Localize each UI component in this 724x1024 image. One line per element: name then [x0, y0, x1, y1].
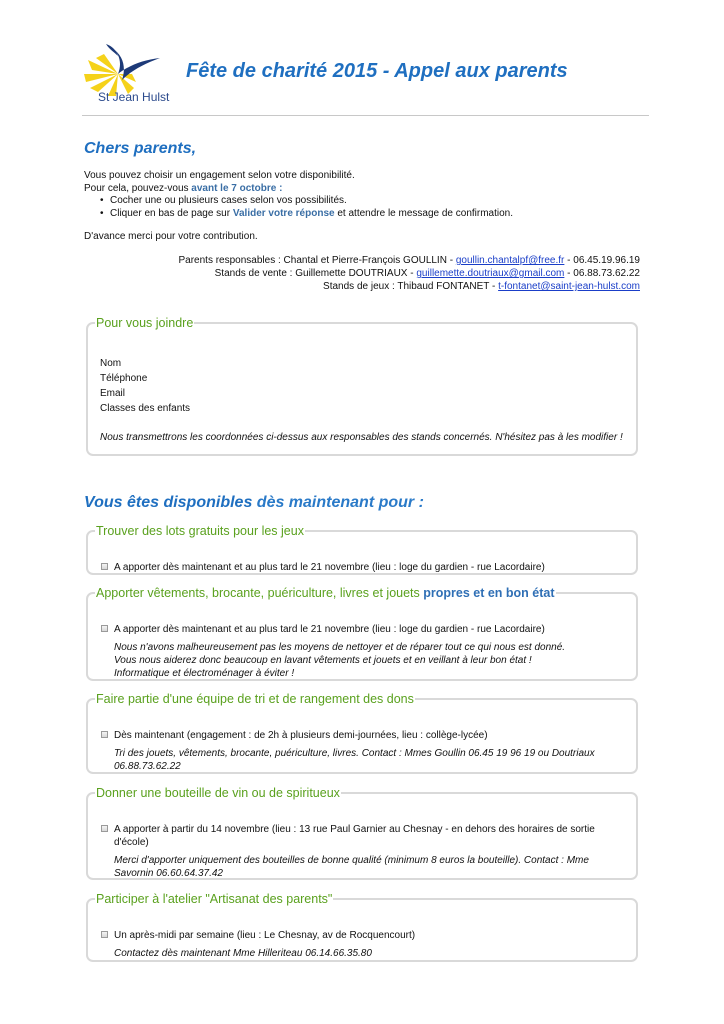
instruction-suffix: et attendre le message de confirmation.	[334, 207, 514, 219]
name-field[interactable]: Nom	[100, 358, 122, 369]
fieldset-legend: Faire partie d'une équipe de tri et de rangement des dons	[96, 692, 414, 706]
thanks-line: D'avance merci pour votre contribution.	[84, 231, 258, 242]
contact-row	[84, 254, 640, 267]
intro-line: Vous pouvez choisir un engagement selon votre disponibilité.	[84, 170, 355, 181]
contact-label: Parents responsables : Chantal et Pierre-François GOULLIN -	[178, 255, 456, 266]
note-line: Nous n'avons malheureusement pas les moyens de nettoyer et de réparer tout ce qui nous est donné.	[114, 642, 566, 653]
contact-info-fieldset	[86, 316, 638, 456]
section-body	[100, 561, 624, 574]
option-label: A apporter à partir du 14 novembre (lieu : 13 rue Paul Garnier au Chesnay - en dehors des horaires de sortie d'école)	[114, 824, 595, 848]
section-wine	[86, 786, 638, 880]
phone-field[interactable]: Téléphone	[100, 373, 148, 384]
instruction-prefix: Cliquer en bas de page sur	[110, 207, 233, 219]
fieldset-legend: Trouver des lots gratuits pour les jeux	[96, 524, 304, 538]
children-classes-field[interactable]: Classes des enfants	[100, 403, 191, 414]
section-donations	[86, 586, 638, 681]
contact-row	[84, 267, 640, 280]
section-body	[100, 623, 624, 680]
section-body	[100, 823, 624, 880]
option-note: Merci d'apporter uniquement des bouteilles de bonne qualité (minimum 8 euros la bouteille). Contact : Mme Savornin 06.60.64.37.42	[114, 855, 589, 879]
contact-fields	[100, 356, 624, 444]
fieldset-legend: Pour vous joindre	[96, 316, 194, 330]
contact-row	[84, 280, 640, 293]
logo-text: St Jean Hulst	[98, 90, 170, 104]
section-sorting-team	[86, 692, 638, 774]
option-label: Dès maintenant (engagement : de 2h à plusieurs demi-journées, lieu : collège-lycée)	[114, 730, 488, 741]
page-title: Fête de charité 2015 - Appel aux parents	[186, 60, 568, 82]
availability-heading	[84, 494, 424, 512]
contact-phone: - 06.45.19.96.19	[564, 255, 640, 266]
checkbox[interactable]	[101, 731, 108, 738]
contact-email-link[interactable]: guillemette.doutriaux@gmail.com	[416, 268, 565, 279]
option-row[interactable]	[100, 623, 624, 636]
option-row[interactable]	[100, 729, 624, 742]
fieldset-legend: Donner une bouteille de vin ou de spiritueux	[96, 786, 340, 800]
availability-heading-b: dès maintenant pour :	[252, 494, 424, 511]
note-line: Vous nous aiderez donc beaucoup en lavant vêtements et jouets et en veillant à leur bon état !	[114, 655, 532, 666]
fieldset-legend	[95, 586, 556, 600]
contact-email-link[interactable]: goullin.chantalpf@free.fr	[455, 255, 565, 266]
intro-text	[84, 170, 644, 244]
option-row[interactable]	[100, 561, 624, 574]
option-row[interactable]	[100, 823, 624, 849]
checkbox[interactable]	[101, 825, 108, 832]
checkbox[interactable]	[101, 931, 108, 938]
section-prizes	[86, 524, 638, 575]
contact-email-link[interactable]: t-fontanet@saint-jean-hulst.com	[498, 281, 640, 292]
page-header	[0, 0, 724, 118]
note-line: Informatique et électroménager à éviter !	[114, 668, 295, 679]
legend-text: Apporter vêtements, brocante, puériculture, livres et jouets	[96, 586, 424, 600]
header-divider	[82, 115, 649, 116]
email-field[interactable]: Email	[100, 388, 126, 399]
checkbox[interactable]	[101, 563, 108, 570]
section-body	[100, 729, 624, 773]
section-body	[100, 929, 624, 960]
validate-reference: Valider votre réponse	[232, 207, 335, 219]
contact-note: Nous transmettrons les coordonnées ci-dessus aux responsables des stands concernés. N'hésitez pas à les modifier !	[100, 432, 623, 443]
instruction-item	[110, 208, 644, 221]
section-craft-workshop	[86, 892, 638, 962]
contact-phone: - 06.88.73.62.22	[564, 268, 640, 279]
greeting-heading: Chers parents,	[84, 140, 197, 157]
fieldset-legend: Participer à l'atelier "Artisanat des parents"	[96, 892, 333, 906]
availability-heading-a: Vous êtes disponibles	[84, 494, 253, 511]
contact-list	[84, 254, 640, 293]
option-note: Tri des jouets, vêtements, brocante, puériculture, livres. Contact : Mmes Goullin 06.45 19 96 19 ou Doutriaux 06.88.73.62.22	[114, 748, 595, 772]
deadline-date: avant le 7 octobre :	[191, 182, 283, 194]
option-label: Un après-midi par semaine (lieu : Le Chesnay, av de Rocquencourt)	[114, 930, 416, 941]
option-label: A apporter dès maintenant et au plus tard le 21 novembre (lieu : loge du gardien - rue Lacordaire)	[114, 562, 545, 573]
option-note	[100, 641, 624, 680]
legend-strong: propres et en bon état	[423, 586, 555, 600]
intro-deadline-line	[84, 183, 644, 196]
contact-label: Stands de jeux : Thibaud FONTANET -	[323, 281, 499, 292]
option-row[interactable]	[100, 929, 624, 942]
option-note: Contactez dès maintenant Mme Hilleriteau 06.14.66.35.80	[114, 948, 372, 959]
contact-label: Stands de vente : Guillemette DOUTRIAUX -	[214, 268, 417, 279]
option-label: A apporter dès maintenant et au plus tard le 21 novembre (lieu : loge du gardien - rue Lacordaire)	[114, 624, 545, 635]
instruction-item: • Cocher une ou plusieurs cases selon vos possibilités.	[110, 195, 644, 208]
checkbox[interactable]	[101, 625, 108, 632]
instruction-list	[84, 195, 644, 220]
intro-deadline-prefix: Pour cela, pouvez-vous	[84, 182, 192, 194]
